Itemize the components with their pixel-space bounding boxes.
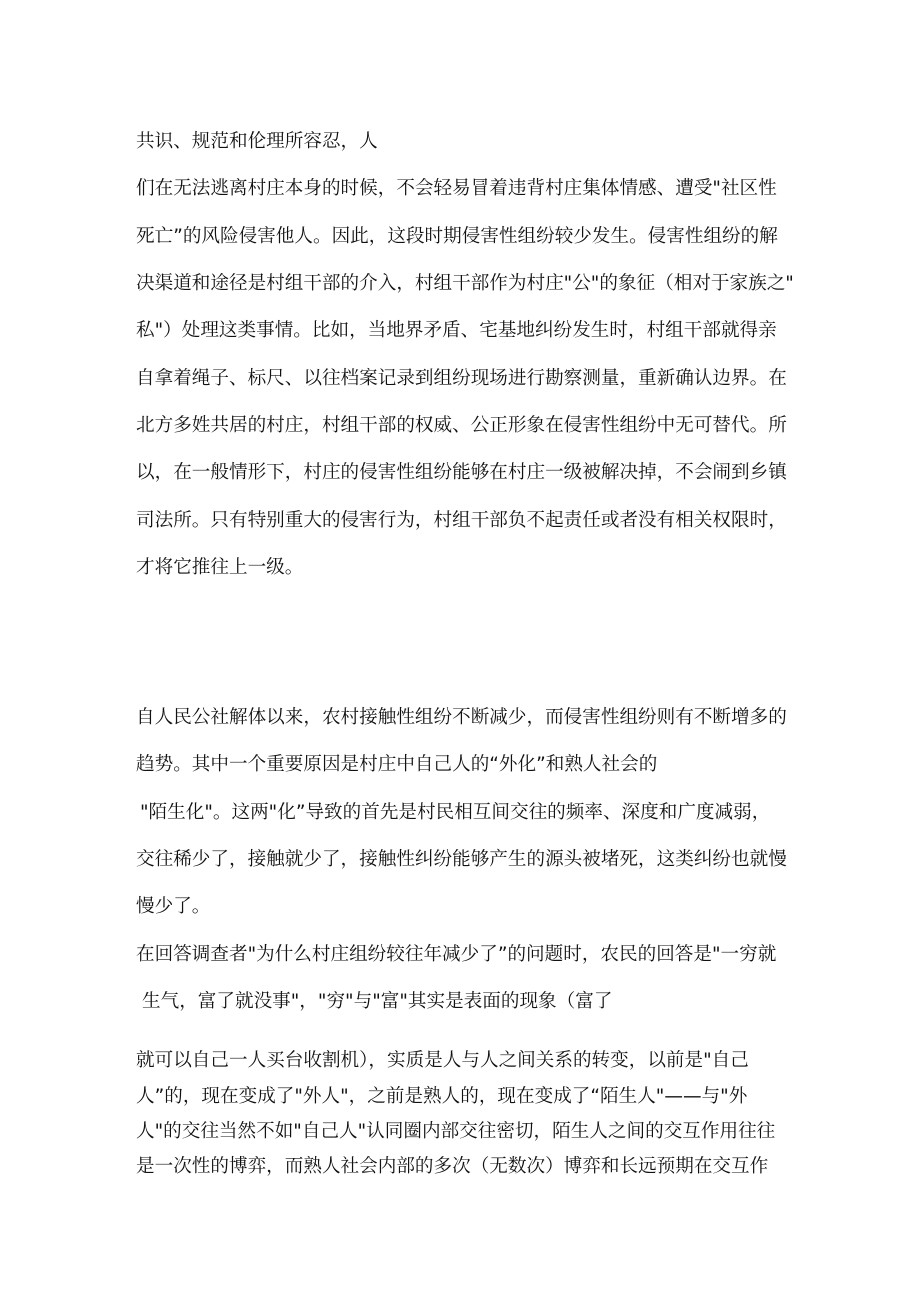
text-line: 是一次性的博弈，而熟人社会内部的多次（无数次）博弈和长远预期在交互作 [136,1156,769,1177]
text-line: 人"的交往当然不如"自己人"认同圈内部交往密切，陌生人之间的交互作用往往 [136,1121,776,1142]
text-line: 自拿着绳子、标尺、以往档案记录到组纷现场进行勘察测量，重新确认边界。在 [136,368,787,389]
text-line: 慢少了。 [136,896,211,917]
text-line: 以，在一般情形下，村庄的侵害性组纷能够在村庄一级被解决掉，不会闹到乡镇 [136,462,787,483]
text-line: 北方多姓共居的村庄，村组干部的权威、公正形象在侵害性组纷中无可替代。所 [136,415,787,436]
text-line: 司法所。只有特别重大的侵害行为，村组干部负不起责任或者没有相关权限时， [136,510,787,531]
text-line: 决渠道和途径是村组干部的介入，村组干部作为村庄"公"的象征（相对于家族之" [136,273,794,294]
text-line: "陌生化"。这两"化”导致的首先是村民相互间交往的频率、深度和广度减弱， [140,802,771,823]
text-line: 就可以自己一人买台收割机），实质是人与人之间关系的转变，以前是"自己 [136,1050,749,1071]
text-line: 私"）处理这类事情。比如，当地界矛盾、宅基地纠纷发生时，村组干部就得亲 [136,320,777,341]
text-line: 自人民公社解体以来，农村接触性组纷不断减少，而侵害性组纷则有不断增多的 [136,707,787,728]
text-line: 死亡”的风险侵害他人。因此，这段时期侵害性组纷较少发生。侵害性组纷的解 [136,226,778,247]
text-line: 人”的，现在变成了"外人"，之前是熟人的，现在变成了“陌生人"——与"外 [136,1086,748,1107]
text-line: 共识、规范和伦理所容忍，人 [136,131,378,152]
text-line: 才将它推往上一级。 [136,557,304,578]
text-line: 生气，富了就没事"，"穷"与"富"其实是表面的现象（富了 [142,991,613,1012]
text-line: 交往稀少了，接触就少了，接触性纠纷能够产生的源头被堵死，这类纠纷也就慢 [136,849,787,870]
text-line: 们在无法逃离村庄本身的时候，不会轻易冒着违背村庄集体情感、遭受"社区性 [136,178,777,199]
text-line: 在回答调查者"为什么村庄组纷较往年减少了”的问题时，农民的回答是"一穷就 [136,944,777,965]
text-line: 趋势。其中一个重要原因是村庄中自己人的“外化”和熟人社会的 [136,754,658,775]
